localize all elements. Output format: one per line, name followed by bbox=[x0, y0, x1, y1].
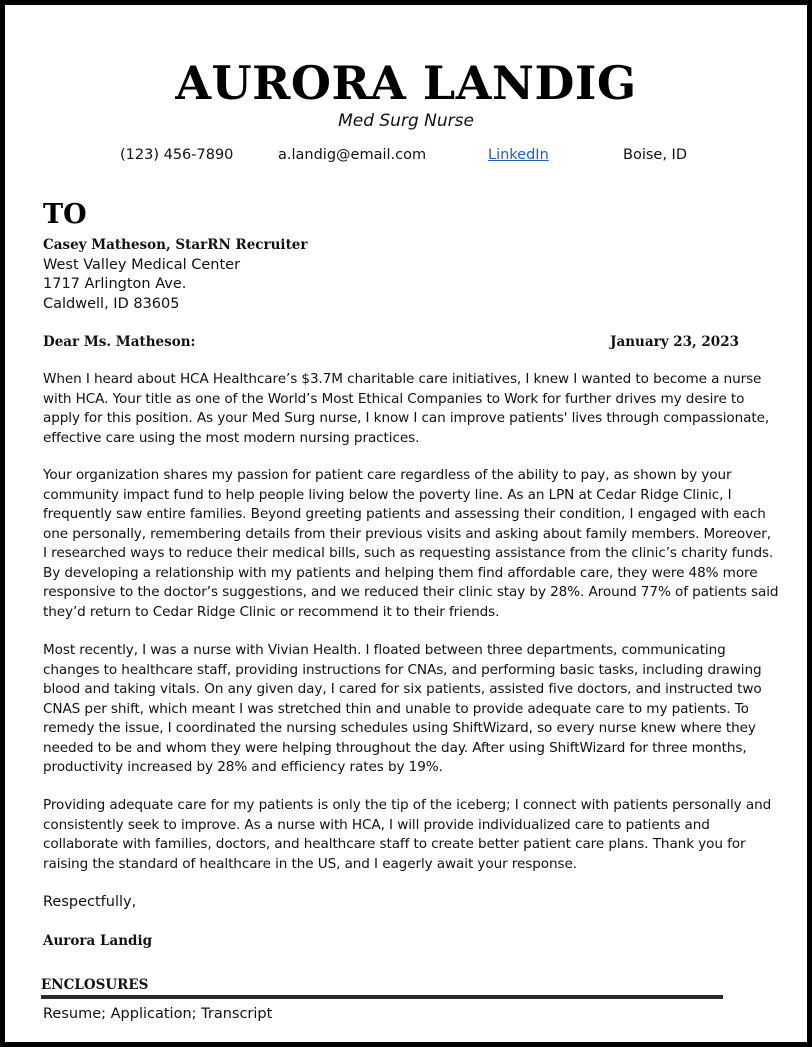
signature: Aurora Landig bbox=[43, 933, 153, 949]
linkedin-link[interactable]: LinkedIn bbox=[488, 147, 549, 163]
body-paragraph-4: Providing adequate care for my patients is only the tip of the iceberg; I connect with patients personally and consistently seek to improve. As a nurse with HCA, I will provide individualized care to patients and collaborate with families, doctors, and healthcare staff to create better patient care plans. Thank you for raising the standard of healthcare in the US, and I eagerly await your response. bbox=[43, 797, 772, 872]
email-address: a.landig@email.com bbox=[278, 147, 427, 163]
phone-number: (123) 456-7890 bbox=[120, 147, 234, 163]
enclosures-divider bbox=[41, 995, 723, 999]
location: Boise, ID bbox=[623, 147, 687, 163]
recipient-name: Casey Matheson, StarRN Recruiter bbox=[43, 237, 308, 253]
letter-date: January 23, 2023 bbox=[610, 334, 739, 350]
recipient-block bbox=[43, 236, 308, 314]
enclosures-heading: ENCLOSURES bbox=[41, 977, 149, 993]
enclosures-list: Resume; Application; Transcript bbox=[43, 1006, 273, 1022]
to-heading: TO bbox=[43, 199, 87, 230]
body-paragraph-2: Your organization shares my passion for patient care regardless of the ability to pay, as shown by your community impact fund to help people living below the poverty line. As an LPN at Cedar Ridge Clinic, I frequently saw entire families. Beyond greeting patients and assessing their condition, I engaged with each one personally, remembering details from their previous visits and asking about family members. Moreover, I researched ways to reduce their medical bills, such as requesting assistance from the clinic’s charity funds. By developing a relationship with my patients and helping them find affordable care, they were 48% more responsive to the doctor’s suggestions, and we reduced their clinic stay by 28%. Around 77% of patients said they’d return to Cedar Ridge Clinic or recommend it to their friends. bbox=[43, 467, 779, 620]
recipient-organization: West Valley Medical Center bbox=[43, 256, 241, 273]
body-paragraph-3: Most recently, I was a nurse with Vivian Health. I floated between three departments, communicating changes to healthcare staff, providing instructions for CNAs, and performing basic tasks, including drawing blood and taking vitals. On any given day, I cared for six patients, assisted five doctors, and instructed two CNAS per shift, which meant I was stretched thin and unable to provide adequate care to my patients. To remedy the issue, I coordinated the nursing schedules using ShiftWizard, so every nurse knew where they needed to be and whom they were helping throughout the day. After using ShiftWizard for three months, productivity increased by 28% and efficiency rates by 19%. bbox=[43, 642, 762, 775]
applicant-name: AURORA LANDIG bbox=[175, 56, 637, 110]
closing: Respectfully, bbox=[43, 894, 137, 910]
body-paragraph-1: When I heard about HCA Healthcare’s $3.7M charitable care initiatives, I knew I wanted to become a nurse with HCA. Your title as one of the World’s Most Ethical Companies to Work for further drives my desire to apply for this position. As your Med Surg nurse, I know I can improve patients' lives through compassionate, effective care using the most modern nursing practices. bbox=[43, 371, 770, 446]
recipient-city: Caldwell, ID 83605 bbox=[43, 295, 180, 312]
job-title: Med Surg Nurse bbox=[338, 111, 474, 131]
salutation: Dear Ms. Matheson: bbox=[43, 334, 196, 350]
recipient-street: 1717 Arlington Ave. bbox=[43, 276, 187, 292]
